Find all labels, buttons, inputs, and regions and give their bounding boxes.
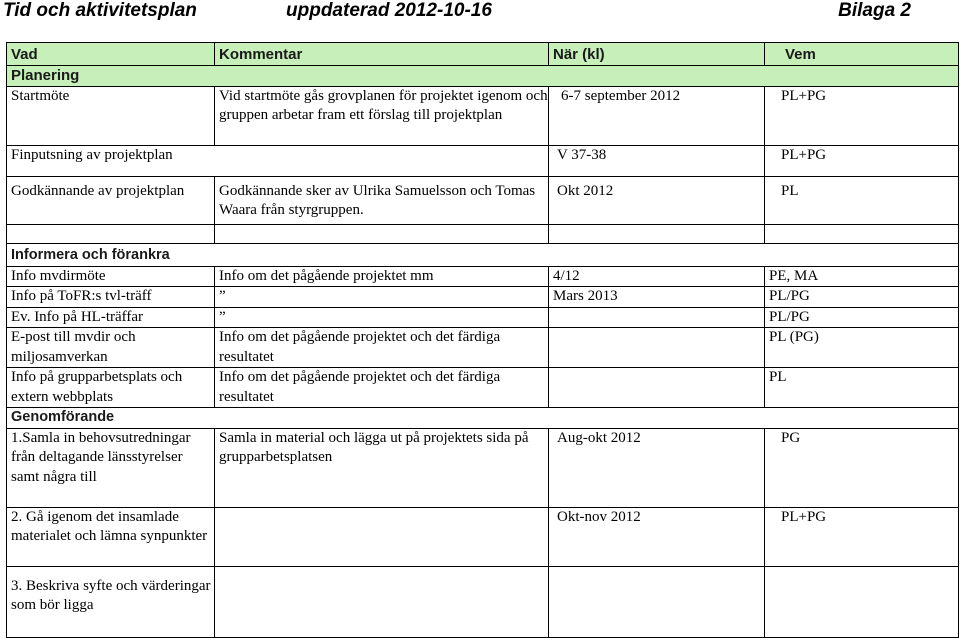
section-label: Genomförande	[7, 408, 959, 429]
cell-vad: 1.Samla in behovsutredningar från deltagande länsstyrelser samt några till	[7, 428, 215, 507]
cell-vem: PL+PG	[765, 507, 959, 566]
section-row-genomforande	[7, 408, 959, 429]
cell-nar: Okt-nov 2012	[549, 507, 765, 566]
cell-vad: Info på ToFR:s tvl-träff	[7, 287, 215, 308]
cell-vad: 3. Beskriva syfte och värderingar som bör ligga	[7, 566, 215, 637]
cell-nar: Mars 2013	[549, 287, 765, 308]
cell-nar: 6-7 september 2012	[549, 86, 765, 145]
table-row	[7, 428, 959, 507]
section-row-informera	[7, 243, 959, 266]
cell-nar	[549, 368, 765, 408]
table-row	[7, 145, 959, 176]
table-row	[7, 566, 959, 637]
cell-kommentar	[215, 507, 549, 566]
column-header-nar: När (kl)	[549, 43, 765, 66]
table-row	[7, 287, 959, 308]
column-header-kommentar: Kommentar	[215, 43, 549, 66]
table-row	[7, 328, 959, 368]
cell-nar	[549, 328, 765, 368]
cell-kommentar	[215, 566, 549, 637]
cell-vad: Godkännande av projektplan	[7, 176, 215, 224]
section-label: Informera och förankra	[7, 243, 959, 266]
attachment-label: Bilaga 2	[838, 0, 911, 21]
updated-date: uppdaterad 2012-10-16	[286, 0, 492, 21]
cell-vem: PL	[765, 368, 959, 408]
cell-nar: Okt 2012	[549, 176, 765, 224]
section-label: Planering	[7, 66, 959, 87]
table-row	[7, 507, 959, 566]
cell-kommentar: Info om det pågående projektet mm	[215, 266, 549, 287]
cell-vad: 2. Gå igenom det insamlade materialet och lämna synpunkter	[7, 507, 215, 566]
cell-nar: 4/12	[549, 266, 765, 287]
cell-vem	[765, 566, 959, 637]
table-header-row	[7, 43, 959, 66]
table-row-empty	[7, 224, 959, 243]
table-row	[7, 266, 959, 287]
cell-vem: PE, MA	[765, 266, 959, 287]
cell-kommentar: ”	[215, 307, 549, 328]
cell-kommentar: Info om det pågående projektet och det färdiga resultatet	[215, 368, 549, 408]
cell-kommentar: Samla in material och lägga ut på projektets sida på grupparbetsplatsen	[215, 428, 549, 507]
cell-vem: PL (PG)	[765, 328, 959, 368]
cell-vad: Finputsning av projektplan	[7, 145, 549, 176]
cell-nar	[549, 566, 765, 637]
table-row	[7, 86, 959, 145]
document-title: Tid och aktivitetsplan	[3, 0, 197, 21]
table-row	[7, 368, 959, 408]
document-header	[0, 0, 960, 24]
cell-kommentar: Godkännande sker av Ulrika Samuelsson och Tomas Waara från styrgruppen.	[215, 176, 549, 224]
column-header-vem: Vem	[765, 43, 959, 66]
cell-nar: V 37-38	[549, 145, 765, 176]
cell-kommentar: ”	[215, 287, 549, 308]
cell-vad: Info mvdirmöte	[7, 266, 215, 287]
cell-vem: PL	[765, 176, 959, 224]
column-header-vad: Vad	[7, 43, 215, 66]
cell-vem: PG	[765, 428, 959, 507]
cell-kommentar: Vid startmöte gås grovplanen för projektet igenom och gruppen arbetar fram ett förslag till projektplan	[215, 86, 549, 145]
cell-vem: PL/PG	[765, 287, 959, 308]
activity-plan-table	[6, 42, 959, 638]
cell-vem: PL+PG	[765, 86, 959, 145]
cell-nar	[549, 307, 765, 328]
table-row	[7, 176, 959, 224]
cell-vem: PL+PG	[765, 145, 959, 176]
cell-vad: Ev. Info på HL-träffar	[7, 307, 215, 328]
table-row	[7, 307, 959, 328]
section-row-planering	[7, 66, 959, 87]
cell-vem: PL/PG	[765, 307, 959, 328]
cell-vad: Startmöte	[7, 86, 215, 145]
cell-nar: Aug-okt 2012	[549, 428, 765, 507]
cell-kommentar: Info om det pågående projektet och det färdiga resultatet	[215, 328, 549, 368]
cell-vad: Info på grupparbetsplats och extern webbplats	[7, 368, 215, 408]
cell-vad: E-post till mvdir och miljosamverkan	[7, 328, 215, 368]
